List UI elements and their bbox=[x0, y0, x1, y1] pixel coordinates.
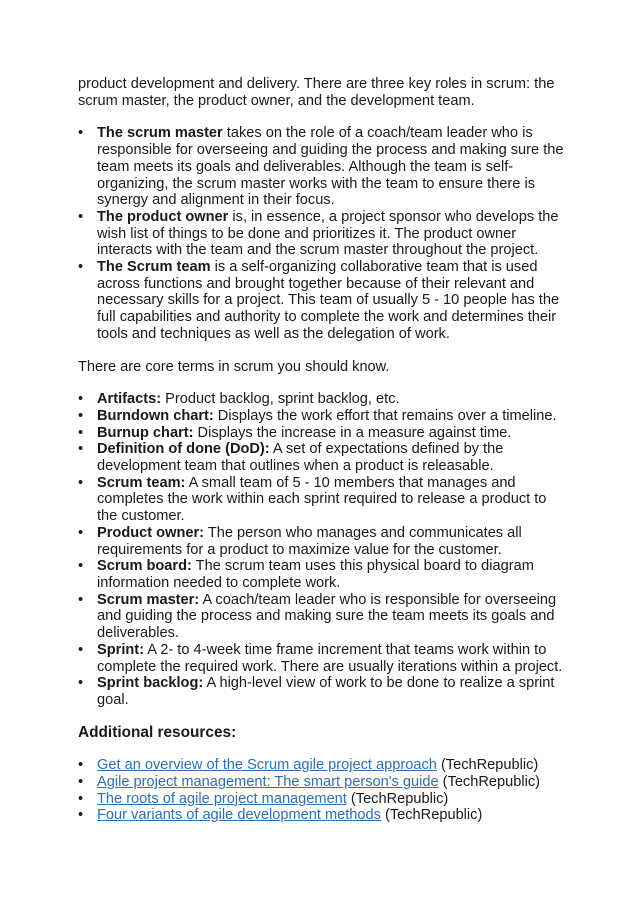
resource-link[interactable]: Get an overview of the Scrum agile project approach bbox=[97, 757, 437, 774]
bullet-icon: • bbox=[78, 558, 84, 575]
resource-link[interactable]: The roots of agile project management bbox=[97, 790, 347, 807]
resources-list bbox=[78, 757, 570, 824]
resource-source: (TechRepublic) bbox=[380, 807, 483, 824]
core-terms-intro: There are core terms in scrum you should know. bbox=[78, 358, 390, 375]
term-definition: Product backlog, sprint backlog, etc. bbox=[161, 391, 400, 408]
term-name: Sprint: bbox=[97, 641, 145, 658]
list-item bbox=[78, 441, 570, 474]
bullet-icon: • bbox=[78, 675, 84, 692]
bullet-icon: • bbox=[78, 641, 84, 658]
role-text: is a self-organizing collaborative team that is used across functions and brought together because of their relevant and necessary skills for a project. This team of usually 5 - 10 people has the full capabilities and authority to complete the work and determines their tools and techniques as well as the delegation of work. bbox=[97, 259, 560, 342]
term-name: Burnup chart: bbox=[97, 424, 194, 441]
list-item bbox=[78, 558, 570, 591]
bullet-icon: • bbox=[78, 474, 84, 491]
resource-source: (TechRepublic) bbox=[346, 790, 449, 807]
bullet-icon: • bbox=[78, 524, 84, 541]
list-item bbox=[78, 642, 570, 675]
list-item bbox=[78, 807, 570, 824]
role-term: The scrum master bbox=[97, 125, 223, 142]
term-definition: The scrum team uses this physical board to diagram information needed to complete work. bbox=[97, 558, 534, 591]
bullet-icon: • bbox=[78, 259, 84, 276]
term-name: Scrum board: bbox=[97, 558, 192, 575]
list-item bbox=[78, 475, 570, 525]
bullet-icon: • bbox=[78, 208, 84, 225]
term-name: Artifacts: bbox=[97, 391, 162, 408]
list-item bbox=[78, 774, 570, 791]
term-name: Product owner: bbox=[97, 524, 205, 541]
role-text: takes on the role of a coach/team leader who is responsible for overseeing and guiding the process and making sure the team meets its goals and deliverables. Although the team is self-organizing, the scrum master works with the team to ensure there is synergy and alignment in their focus. bbox=[97, 125, 564, 209]
term-definition: Displays the work effort that remains over a timeline. bbox=[213, 407, 557, 424]
list-item bbox=[78, 675, 570, 708]
resource-link[interactable]: Four variants of agile development methods bbox=[97, 807, 381, 824]
additional-resources-heading: Additional resources: bbox=[78, 723, 237, 741]
term-name: Scrum team: bbox=[97, 474, 186, 491]
term-definition: A 2- to 4-week time frame increment that teams work within to complete the required work. There are usually iterations within a project. bbox=[97, 641, 563, 675]
roles-list bbox=[78, 125, 570, 342]
term-name: Definition of done (DoD): bbox=[97, 441, 270, 458]
term-definition: A high-level view of work to be done to realize a sprint goal. bbox=[97, 675, 555, 708]
list-item bbox=[78, 757, 570, 774]
resource-source: (TechRepublic) bbox=[438, 774, 540, 791]
document-page bbox=[78, 76, 570, 824]
term-definition: The person who manages and communicates all requirements for a product to maximize value for the customer. bbox=[97, 524, 522, 558]
list-item bbox=[78, 525, 570, 558]
bullet-icon: • bbox=[78, 757, 84, 774]
term-name: Sprint backlog: bbox=[97, 675, 204, 692]
term-definition: Displays the increase in a measure against time. bbox=[193, 424, 512, 441]
term-name: Scrum master: bbox=[97, 591, 200, 608]
role-term: The product owner bbox=[97, 208, 229, 225]
list-item bbox=[78, 209, 570, 259]
list-item bbox=[78, 791, 570, 808]
term-definition: A set of expectations defined by the development team that outlines when a product is releasable. bbox=[97, 441, 504, 475]
bullet-icon: • bbox=[78, 774, 84, 791]
role-term: The Scrum team bbox=[97, 259, 211, 276]
term-definition: A coach/team leader who is responsible for overseeing and guiding the process and making sure the team meets its goals and deliverables. bbox=[97, 591, 557, 642]
list-item bbox=[78, 125, 570, 209]
bullet-icon: • bbox=[78, 591, 84, 608]
bullet-icon: • bbox=[78, 424, 84, 441]
bullet-icon: • bbox=[78, 407, 84, 424]
list-item bbox=[78, 408, 570, 425]
bullet-icon: • bbox=[78, 807, 84, 824]
list-item bbox=[78, 425, 570, 442]
list-item bbox=[78, 259, 570, 343]
role-text: is, in essence, a project sponsor who develops the wish list of things to be done and prioritizes it. The product owner interacts with the team and the scrum master throughout the project. bbox=[97, 208, 559, 259]
bullet-icon: • bbox=[78, 790, 84, 807]
resource-link[interactable]: Agile project management: The smart person's guide bbox=[97, 774, 439, 791]
bullet-icon: • bbox=[78, 441, 84, 458]
term-definition: A small team of 5 - 10 members that manages and completes the work within each sprint required to release a product to the customer. bbox=[97, 474, 547, 525]
bullet-icon: • bbox=[78, 125, 84, 142]
list-item bbox=[78, 391, 570, 408]
list-item bbox=[78, 592, 570, 642]
resource-source: (TechRepublic) bbox=[436, 757, 539, 774]
intro-paragraph: product development and delivery. There are three key roles in scrum: the scrum master, the product owner, and the development team. bbox=[78, 76, 555, 109]
bullet-icon: • bbox=[78, 391, 84, 408]
term-name: Burndown chart: bbox=[97, 407, 214, 424]
terms-list bbox=[78, 391, 570, 708]
